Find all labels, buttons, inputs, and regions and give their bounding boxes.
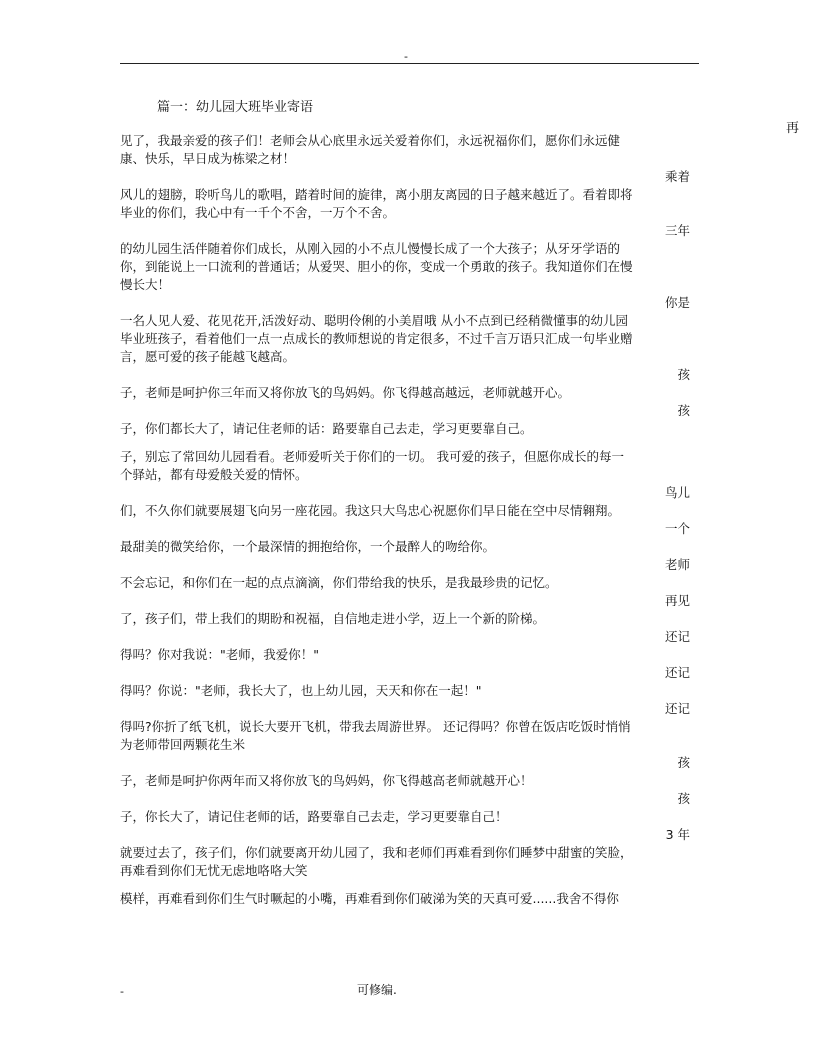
paragraph: 模样，再难看到你们生气时噘起的小嘴，再难看到你们破涕为笑的天真可爱......我舍不得你 xyxy=(120,891,619,906)
header-rule xyxy=(120,63,699,64)
paragraph: 了，孩子们，带上我们的期盼和祝福，自信地走进小学，迈上一个新的阶梯。 xyxy=(120,611,546,626)
paragraph-lead: 还记 xyxy=(664,665,690,680)
paragraph: 子，你长大了，请记住老师的话，路要靠自己去走，学习更要靠自己！ xyxy=(120,809,508,824)
paragraph-lead: 3 年 xyxy=(665,827,690,842)
paragraph: 子，你们都长大了，请记住老师的话：路要靠自己去走，学习更要靠自己。 xyxy=(120,421,533,436)
paragraph: 得吗？你说："老师，我长大了，也上幼儿园，天天和你在一起！" xyxy=(120,683,482,698)
paragraph: 子，老师是呵护你两年而又将你放飞的鸟妈妈，你飞得越高老师就越开心！ xyxy=(120,773,533,788)
paragraph: 最甜美的微笑给你，一个最深情的拥抱给你，一个最醉人的吻给你。 xyxy=(120,539,496,554)
paragraph-lead: 还记 xyxy=(664,629,690,644)
paragraph-lead: 一个 xyxy=(664,521,690,536)
paragraph-lead: 再见 xyxy=(664,593,690,608)
paragraph-lead: 孩 xyxy=(677,755,690,770)
paragraph: 一名人见人爱、花见花开,活泼好动、聪明伶俐的小美眉哦 从小不点到已经稍微懂事的幼儿园 毕业班孩子，看着他们一点一点成长的教师想说的肯定很多，不过千言万语只汇成一句毕业赠 言，愿可爱的孩子能越飞越高。 xyxy=(120,313,633,364)
paragraph: 见了，我最亲爱的孩子们！老师会从心底里永远关爱着你们，永远祝福你们，愿你们永远健 康、快乐，早日成为栋梁之材！ xyxy=(120,133,621,166)
document-body xyxy=(120,132,690,908)
paragraph-lead: 鸟儿 xyxy=(664,485,690,500)
paragraph: 的幼儿园生活伴随着你们成长，从刚入园的小不点儿慢慢长成了一个大孩子；从牙牙学语的 你，到能说上一口流利的普通话；从爱哭、胆小的你，变成一个勇敢的孩子。我知道你们在慢 慢长大！ xyxy=(120,241,633,292)
paragraph-lead: 老师 xyxy=(664,557,690,572)
document-title: 篇一：幼儿园大班毕业寄语 xyxy=(157,100,314,115)
paragraph-lead: 孩 xyxy=(677,367,690,382)
paragraph: 们，不久你们就要展翅飞向另一座花园。我这只大鸟忠心祝愿你们早日能在空中尽情翱翔。 xyxy=(120,503,621,518)
header-mark: - xyxy=(404,50,408,63)
paragraph-lead: 乘着 xyxy=(664,169,690,184)
paragraph: 得吗?你折了纸飞机，说长大要开飞机，带我去周游世界。 还记得吗？你曾在饭店吃饭时悄悄 为老师带回两颗花生米 xyxy=(120,719,631,752)
paragraph: 就要过去了，孩子们，你们就要离开幼儿园了，我和老师们再难看到你们睡梦中甜蜜的笑脸， 再难看到你们无忧无虑地咯咯大笑 xyxy=(120,845,633,878)
paragraph-lead: 你是 xyxy=(664,295,690,310)
paragraph: 得吗？你对我说："老师，我爱你！" xyxy=(120,647,319,662)
paragraph: 不会忘记，和你们在一起的点点滴滴，你们带给我的快乐，是我最珍贵的记忆。 xyxy=(120,575,558,590)
footer-mark: - xyxy=(120,985,124,998)
paragraph: 子，老师是呵护你三年而又将你放飞的鸟妈妈。你飞得越高越远，老师就越开心。 xyxy=(120,385,571,400)
paragraph-lead: 还记 xyxy=(664,701,690,716)
paragraph: 子，别忘了常回幼儿园看看。老师爱听关于你们的一切。 我可爱的孩子，但愿你成长的每一 个驿站，都有母爱般关爱的情怀。 xyxy=(120,449,624,482)
paragraph-lead: 孩 xyxy=(677,403,690,418)
paragraph: 风儿的翅膀，聆听鸟儿的歌唱，踏着时间的旋律，离小朋友离园的日子越来越近了。看着即将 毕业的你们，我心中有一千个不舍，一万个不舍。 xyxy=(120,187,633,220)
margin-word: 再 xyxy=(786,121,800,136)
paragraph-lead: 孩 xyxy=(677,791,690,806)
paragraph-lead: 三年 xyxy=(664,223,690,238)
footer-text: 可修编. xyxy=(357,983,397,997)
